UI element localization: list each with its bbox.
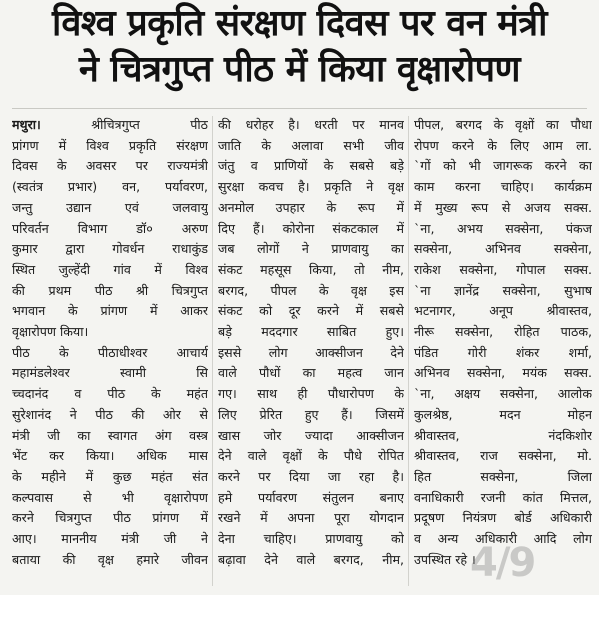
article-line: इससे लोग आक्सीजन देने [218, 344, 404, 360]
article-line: अनमोल उपहार के रूप में [218, 199, 404, 215]
column-1-first-text: श्रीचित्रगुप्त पीठ [40, 117, 208, 132]
article-line: देना चाहिए। प्राणवायु को [218, 531, 404, 547]
article-line: नीरू सक्सेना, रोहित पाठक, [414, 324, 592, 340]
article-line: जाति के अलावा सभी जीव [218, 137, 404, 153]
article-line: `गों को भी जागरूक करने का [414, 158, 592, 174]
headline [0, 2, 599, 94]
article-line: सुरक्षा कवच है। प्रकृति ने वृक्ष [218, 179, 404, 195]
article-line: बताया की वृक्ष हमारे जीवन [12, 551, 208, 567]
article-line: जब लोगों ने प्राणवायु का [218, 241, 404, 257]
article-line: में मुख्य रूप से अजय सक्स. [414, 199, 592, 215]
article-line: प्रांगण में विश्व प्रकृति संरक्षण [12, 137, 208, 153]
article-line: करने चित्रगुप्त पीठ प्रांगण में [12, 510, 208, 526]
column-1-first-line [12, 115, 208, 136]
article-line: कुलश्रेष्ठ, मदन मोहन [414, 406, 592, 422]
article-line: `ना ज्ञानेंद्र सक्सेना, सुभाष [414, 282, 592, 298]
headline-line-1: विश्व प्रकृति संरक्षण दिवस पर वन मंत्री [52, 3, 547, 44]
page-margin [0, 595, 599, 627]
article-line: स्थित जुल्हेंदी गांव में विश्व [12, 261, 208, 277]
article-line: भेंट कर किया। अधिक मास [12, 448, 208, 464]
article-line: `ना, अभय सक्सेना, पंकज [414, 220, 592, 236]
article-line: गए। साथ ही पौधारोपण के [218, 386, 404, 402]
article-line: अभिनव सक्सेना, मयंक सक्स. [414, 365, 592, 381]
article-line: बड़े मददगार साबित हुए। [218, 324, 404, 340]
article-line: प्रदूषण नियंत्रण बोर्ड अधिकारी [414, 510, 592, 526]
article-line: रखने में अपना पूरा योगदान [218, 510, 404, 526]
article-line: च्चदानंद व पीठ के महंत [12, 386, 208, 402]
article-line: सुरेशानंद ने पीठ की ओर से [12, 406, 208, 422]
dateline: मथुरा। [12, 117, 41, 132]
article-line: देने वाले वृक्षों के पौधे रोपित [218, 448, 404, 464]
article-line: पीठ के पीठाधीश्वर आचार्य [12, 344, 208, 360]
article-line: उपस्थित रहे । [414, 551, 476, 567]
article-line: महामंडलेश्वर स्वामी सि [12, 365, 208, 381]
article-line: की प्रथम पीठ श्री चित्रगुप्त [12, 282, 208, 298]
headline-line-2: ने चित्रगुप्त पीठ में किया वृक्षारोपण [78, 49, 521, 90]
article-line: मंत्री जी का स्वागत अंग वस्त्र [12, 427, 208, 443]
column-divider [408, 116, 409, 586]
article-line: की धरोहर है। धरती पर मानव [218, 117, 404, 132]
page-indicator: 4/9 [470, 540, 535, 586]
article-line: परिवर्तन विभाग डॉ० अरुण [12, 220, 208, 236]
article-line: बरगद, पीपल के वृक्ष इस [218, 282, 404, 298]
article-column-3 [414, 115, 592, 570]
article-line: जन्तु उद्यान एवं जलवायु [12, 199, 208, 215]
article-line: खास जोर ज्यादा आक्सीजन [218, 427, 404, 443]
article-line: कल्पवास से भी वृक्षारोपण [12, 489, 208, 505]
article-line: राकेश सक्सेना, गोपाल सक्स. [414, 261, 592, 277]
article-line: बढ़ावा देने वाले बरगद, नीम, [218, 551, 404, 567]
article-line: वृक्षारोपण किया। [12, 324, 89, 340]
article-line: वनाधिकारी रजनी कांत मित्तल, [414, 489, 592, 505]
article-line: संकट को दूर करने में सबसे [218, 303, 404, 319]
article-column-2 [218, 115, 404, 570]
article-line: कुमार द्वारा गोवर्धन राधाकुंड [12, 241, 208, 257]
article-line: पीपल, बरगद के वृक्षों का पौधा [414, 117, 592, 132]
article-line: (स्वतंत्र प्रभार) वन, पर्यावरण, [12, 179, 208, 195]
article-line: भगवान के प्रांगण में आकर [12, 303, 208, 319]
article-line: व अन्य अधिकारी आदि लोग [414, 531, 592, 547]
article-line: जंतु व प्राणियों के सबसे बड़े [218, 158, 404, 174]
article-line: हित सक्सेना, जिला [414, 468, 592, 484]
article-line: संकट महसूस किया, तो नीम, [218, 261, 404, 277]
article-line: लिए प्रेरित हुए हैं। जिसमें [218, 406, 404, 422]
article-line: भटनागर, अनूप श्रीवास्तव, [414, 303, 592, 319]
article-line: दिए हैं। कोरोना संकटकाल में [218, 220, 404, 236]
article-line: के महीने में कुछ महंत संत [12, 468, 208, 484]
column-divider [212, 116, 213, 586]
article-column-1 [12, 115, 208, 570]
article-line: वाले पौधों का महत्व जान [218, 365, 404, 381]
article-line: आए। माननीय मंत्री जी ने [12, 531, 208, 547]
article-line: पंडित गोरी शंकर शर्मा, [414, 344, 592, 360]
article-line: `ना, अक्षय सक्सेना, आलोक [414, 386, 592, 402]
article-line: काम करना चाहिए। कार्यक्रम [414, 179, 592, 195]
article-line: रोपण करने के लिए आम ला. [414, 137, 592, 153]
article-line: श्रीवास्तव, राज सक्सेना, मो. [414, 448, 592, 464]
article-line: सक्सेना, अभिनव सक्सेना, [414, 241, 592, 257]
article-line: दिवस के अवसर पर राज्यमंत्री [12, 158, 208, 174]
article-line: श्रीवास्तव, नंदकिशोर [414, 427, 592, 443]
article-line: करने पर दिया जा रहा है। [218, 468, 404, 484]
article-line: हमे पर्यावरण संतुलन बनाए [218, 489, 404, 505]
headline-rule [12, 108, 587, 109]
